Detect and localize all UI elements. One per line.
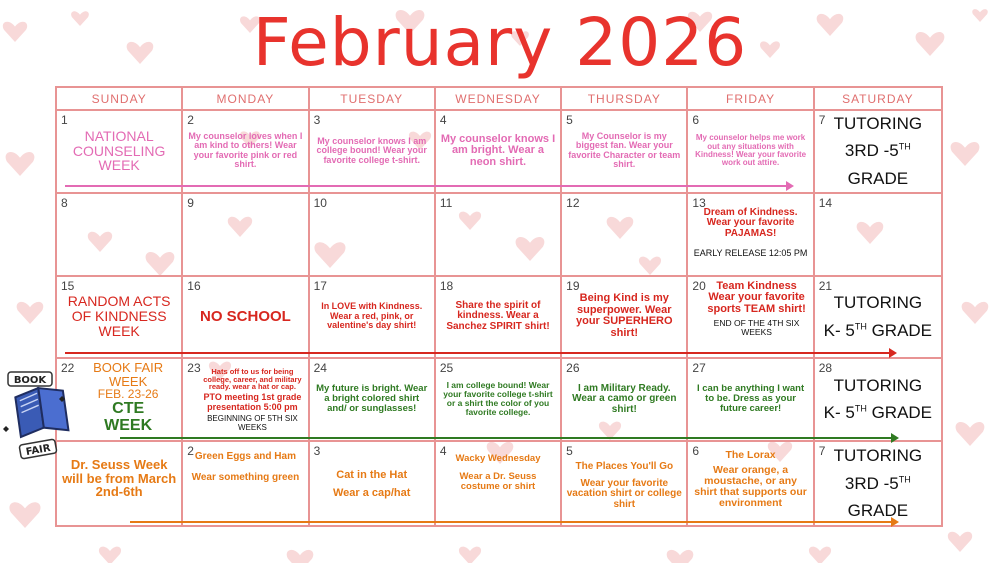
event-text: I am Military Ready. Wear a camo or green shirt! [572,382,677,415]
event-text: My counselor knows I am bright. Wear a neon shirt. [440,132,556,168]
day-cell [310,277,436,360]
day-number: 14 [818,195,833,210]
tutoring-note [819,114,937,188]
event-text: Wear orange, a moustache, or any shirt that supports our environment [694,464,807,510]
grade-word: GRADE [847,500,909,520]
day-cell [562,111,688,194]
day-number: 1 [61,113,68,127]
day-header-wednesday: WEDNESDAY [436,88,562,111]
event-text: My future is bright. Wear a bright colored shirt and/ or sunglasses! [316,383,428,415]
six-weeks-note: END OF THE 4TH SIX WEEKS [713,318,800,338]
day-cell [688,111,814,194]
counseling-week-arrow [65,185,787,187]
svg-text:BOOK: BOOK [13,375,47,386]
day-number: 2 [187,113,194,127]
day-header-thursday: THURSDAY [562,88,688,111]
book-icon [2,366,72,466]
day-cell [436,359,562,442]
event-text: My Counselor is my biggest fan. Wear your favorite Character or team shirt. [568,131,681,170]
dr-seuss-week-arrow [130,521,892,523]
event-text: Dr. Seuss Week will be from March 2nd-6th [62,457,177,500]
day-number: 27 [692,361,706,376]
day-cell [562,194,688,277]
day-cell [310,111,436,194]
day-cell [815,111,941,194]
day-number: 15 [61,278,75,293]
day-number: 5 [566,444,573,459]
day-number: 25 [439,361,454,376]
tutoring-label: TUTORING [833,376,923,396]
day-header-sunday: SUNDAY [57,88,183,111]
event-text: Wear a Dr. Seuss costume or shirt [459,471,537,493]
event-text: I am college bound! Wear your favorite college t-shirt or a shirt the color of you favorite college. [443,380,553,418]
day-header-saturday: SATURDAY [815,88,941,111]
event-title: Cat in the Hat [336,469,408,482]
grade-word: GRADE [866,403,933,423]
grade-suffix: TH [854,320,867,331]
day-number: 4 [439,444,447,459]
day-number: 6 [692,113,700,127]
day-cell [815,194,941,277]
day-cell [815,359,941,442]
day-header-friday: FRIDAY [688,88,814,111]
grade-start: K- 5 [823,320,855,340]
day-number: 22 [61,361,75,376]
day-number: 20 [692,278,706,293]
calendar-grid [55,86,943,527]
day-cell [815,277,941,360]
day-cell [815,442,941,525]
day-number: 19 [566,278,580,293]
day-cell [183,111,309,194]
day-cell [562,442,688,525]
day-number: 16 [187,278,201,293]
day-cell [436,194,562,277]
day-cell [310,194,436,277]
event-text: NATIONAL COUNSELING WEEK [72,127,166,174]
six-weeks-note: BEGINNING OF 5TH SIX WEEKS [207,414,298,432]
kindness-week-arrow [65,352,890,354]
book-fair-label: BOOK FAIR WEEK [93,360,164,389]
cte-week-arrow [120,437,892,439]
day-cell [436,277,562,360]
event-text: Dream of Kindness. Wear your favorite PAJAMAS! [703,206,798,239]
event-text: Hats off to us for being college, career, and military ready. wear a hat or cap. [203,366,302,392]
event-title: The Lorax [725,449,776,462]
day-number: 26 [566,361,580,376]
tutoring-note [819,446,937,520]
grade-word: GRADE [847,168,909,188]
tutoring-note [819,372,937,426]
cte-label: CTE [112,399,145,417]
day-cell [183,359,309,442]
day-cell [562,277,688,360]
event-text: I can be anything I want to be. Dress as your future career! [696,383,805,415]
grade-suffix: TH [898,141,911,152]
tutoring-label: TUTORING [833,293,923,313]
day-cell [57,194,183,277]
tutoring-label: TUTORING [833,114,923,134]
day-number: 8 [61,195,68,210]
book-fair-dates: FEB. 23-26 [97,387,159,402]
day-cell [436,111,562,194]
day-cell [310,442,436,525]
day-header-tuesday: TUESDAY [310,88,436,111]
event-text: Share the spirit of kindness. Wear a Sanchez SPIRIT shirt! [446,299,550,332]
day-number: 12 [566,195,580,210]
day-cell [562,359,688,442]
pto-note: PTO meeting 1st grade presentation 5:00 pm [203,392,302,412]
day-number: 11 [439,195,453,210]
day-cell [183,277,309,360]
event-text: My counselor knows I am college bound! Wear your favorite college t-shirt. [316,135,427,165]
grade-start: K- 5 [823,403,855,423]
grade-range [824,399,932,426]
grade-start: 3RD -5 [844,473,899,493]
grade-suffix: TH [854,403,867,414]
day-number: 24 [313,361,327,376]
event-text: My counselor helps me work out any situations with Kindness! Wear your favorite work out attire. [695,133,807,168]
tutoring-note [819,290,937,344]
day-number: 4 [439,113,447,127]
day-number: 7 [818,444,826,459]
day-number: 21 [818,278,833,293]
day-cell [57,442,183,525]
day-cell [183,442,309,525]
day-number: 28 [818,361,833,376]
day-number: 3 [313,113,321,127]
day-number: 18 [439,278,454,293]
event-text: Wear something green [191,471,300,483]
early-release-note: EARLY RELEASE 12:05 PM [693,248,808,259]
event-text: In LOVE with Kindness. Wear a red, pink, or valentine's day shirt! [321,301,423,331]
svg-text:FAIR: FAIR [25,442,52,459]
day-number: 9 [187,195,194,210]
day-cell [57,277,183,360]
day-cell [688,442,814,525]
event-text: RANDOM ACTS OF KINDNESS WEEK [67,293,171,339]
day-cell [688,277,814,360]
event-title: The Places You'll Go [575,461,674,473]
day-cell [57,111,183,194]
day-header-monday: MONDAY [183,88,309,111]
day-number: 10 [313,195,327,210]
day-cell [688,359,814,442]
event-text: NO SCHOOL [200,307,291,325]
event-text: Being Kind is my superpower. Wear your SUPERHERO shirt! [575,292,673,340]
day-number: 17 [313,278,327,293]
event-text: My counselor loves when I am kind to others! Wear your favorite pink or red shirt. [188,131,303,170]
event-title: Wacky Wednesday [455,453,541,465]
grade-word: GRADE [866,320,933,340]
grade-range [819,137,937,191]
day-cell [436,442,562,525]
day-number: 13 [692,195,706,210]
day-cell [310,359,436,442]
day-number: 5 [566,113,573,127]
day-number: 2 [187,444,194,459]
grade-start: 3RD -5 [844,141,899,161]
day-cell [183,194,309,277]
event-title: Green Eggs and Ham [194,451,296,463]
day-number: 23 [187,361,201,376]
event-text: Wear your favorite vacation shirt or college shirt [566,477,682,510]
grade-range [819,470,937,524]
day-number: 6 [692,444,700,459]
event-text: Team Kindness Wear your favorite sports TEAM shirt! [707,279,806,315]
calendar-title: February 2026 [252,4,748,81]
grade-range [824,317,932,344]
day-cell [688,194,814,277]
cte-week-label: WEEK [104,416,153,434]
tutoring-label: TUTORING [833,446,923,466]
event-text: Wear a cap/hat [332,486,411,499]
day-number: 3 [313,444,321,459]
day-cell [57,359,183,442]
grade-suffix: TH [898,473,911,484]
day-number: 7 [818,113,826,127]
